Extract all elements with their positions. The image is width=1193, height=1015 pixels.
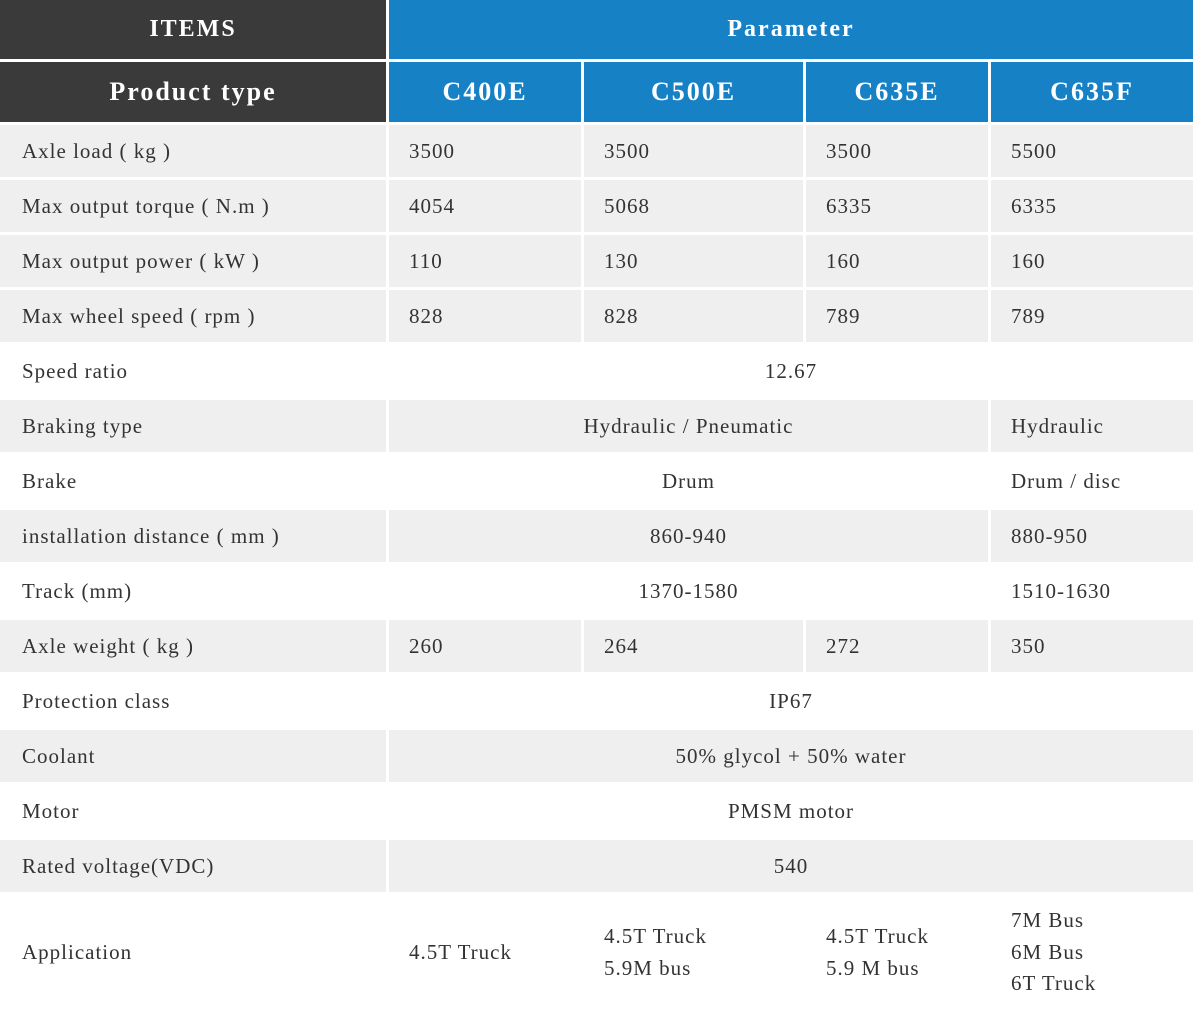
row-label: Application: [0, 895, 389, 1010]
table-cell: 160: [991, 235, 1193, 290]
application-line: 6M Bus: [1011, 939, 1085, 964]
product-type-header: Product type: [0, 62, 389, 125]
table-cell: [389, 895, 584, 1010]
application-line: 4.5T Truck: [409, 939, 512, 964]
table-cell: Drum: [389, 455, 991, 510]
header-row-models: [0, 62, 1193, 125]
table-cell: 3500: [584, 125, 806, 180]
model-header-c635f: C635F: [991, 62, 1193, 125]
row-label: Coolant: [0, 730, 389, 785]
application-line: 6T Truck: [1011, 971, 1097, 996]
table-body: [0, 125, 1193, 1010]
application-line: 7M Bus: [1011, 908, 1085, 933]
table-cell: 264: [584, 620, 806, 675]
table-cell: 350: [991, 620, 1193, 675]
row-label: Speed ratio: [0, 345, 389, 400]
row-label: Track (mm): [0, 565, 389, 620]
header-row-top: [0, 0, 1193, 62]
table-row: [0, 180, 1193, 235]
row-label: Max output torque ( N.m ): [0, 180, 389, 235]
table-cell: 828: [584, 290, 806, 345]
table-cell: [806, 895, 991, 1010]
table-cell: 540: [389, 840, 1193, 895]
table-row: [0, 620, 1193, 675]
table-cell: 1510-1630: [991, 565, 1193, 620]
table-row: [0, 565, 1193, 620]
model-header-c400e: C400E: [389, 62, 584, 125]
items-header: ITEMS: [0, 0, 389, 62]
row-label: Protection class: [0, 675, 389, 730]
table-row: [0, 235, 1193, 290]
table-cell: Hydraulic / Pneumatic: [389, 400, 991, 455]
table-cell: 880-950: [991, 510, 1193, 565]
row-label: Rated voltage(VDC): [0, 840, 389, 895]
table-cell: 110: [389, 235, 584, 290]
parameter-header: Parameter: [389, 0, 1193, 62]
table-cell: 12.67: [389, 345, 1193, 400]
row-label: Braking type: [0, 400, 389, 455]
table-cell: 5500: [991, 125, 1193, 180]
model-header-c635e: C635E: [806, 62, 991, 125]
table-cell: 5068: [584, 180, 806, 235]
row-label: Brake: [0, 455, 389, 510]
table-cell: 1370-1580: [389, 565, 991, 620]
table-cell: 789: [806, 290, 991, 345]
table-cell: 6335: [806, 180, 991, 235]
row-label: installation distance ( mm ): [0, 510, 389, 565]
table-row: [0, 455, 1193, 510]
table-row: [0, 345, 1193, 400]
application-line: 5.9 M bus: [826, 955, 920, 980]
table-row: [0, 400, 1193, 455]
table-row: [0, 785, 1193, 840]
table-cell: 6335: [991, 180, 1193, 235]
table-row: [0, 125, 1193, 180]
table-cell: 50% glycol + 50% water: [389, 730, 1193, 785]
table-cell: Drum / disc: [991, 455, 1193, 510]
table-cell: 160: [806, 235, 991, 290]
table-cell: 260: [389, 620, 584, 675]
row-label: Axle load ( kg ): [0, 125, 389, 180]
table-cell: [584, 895, 806, 1010]
table-cell: PMSM motor: [389, 785, 1193, 840]
table-row: [0, 840, 1193, 895]
table-cell: 4054: [389, 180, 584, 235]
table-cell: 3500: [806, 125, 991, 180]
table-row: [0, 895, 1193, 1010]
table-cell: 272: [806, 620, 991, 675]
table-row: [0, 290, 1193, 345]
table-cell: 130: [584, 235, 806, 290]
row-label: Axle weight ( kg ): [0, 620, 389, 675]
application-line: 4.5T Truck: [604, 924, 707, 948]
table-cell: 828: [389, 290, 584, 345]
table-row: [0, 510, 1193, 565]
table-cell: 3500: [389, 125, 584, 180]
row-label: Motor: [0, 785, 389, 840]
application-line: 5.9M bus: [604, 955, 692, 980]
model-header-c500e: C500E: [584, 62, 806, 125]
table-cell: 789: [991, 290, 1193, 345]
row-label: Max output power ( kW ): [0, 235, 389, 290]
table-row: [0, 675, 1193, 730]
table-cell: Hydraulic: [991, 400, 1193, 455]
application-line: 4.5T Truck: [826, 924, 929, 948]
row-label: Max wheel speed ( rpm ): [0, 290, 389, 345]
table-cell: 860-940: [389, 510, 991, 565]
table-cell: [991, 895, 1193, 1010]
table-header: [0, 0, 1193, 125]
table-cell: IP67: [389, 675, 1193, 730]
table-row: [0, 730, 1193, 785]
